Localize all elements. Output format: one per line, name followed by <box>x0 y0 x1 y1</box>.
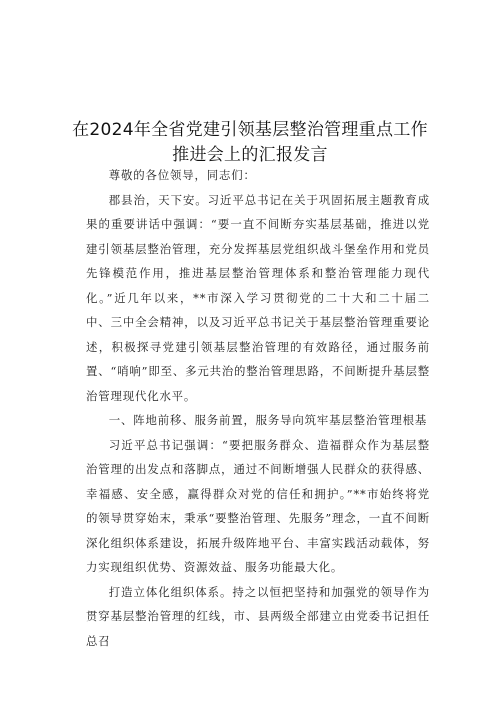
salutation: 尊敬的各位领导，同志们： <box>108 168 256 182</box>
section-heading-1: 一、阵地前移、服务前置，服务导向筑牢基层整治管理根基 <box>108 413 428 427</box>
paragraph-section1-item1: 打造立体化组织体系。持之以恒把坚持和加强党的领导作为贯穿基层整治管理的红线，市、县两级全部建立由党委书记担任总召 <box>86 584 430 648</box>
document-body <box>86 163 430 653</box>
paragraph-section1-quote: 习近平总书记强调：“要把服务群众、造福群众作为基层整治管理的出发点和落脚点，通过不间断增强人民群众的获得感、幸福感、安全感，赢得群众对党的信任和拥护。”**市始终将党的领导贯穿始末，秉承“要整治管理、先服务”理念，一直不间断深化组织体系建设，拓展升级阵地平台、丰富实践活动载体，努力实现组织优势、资源效益、服务功能最大化。 <box>86 437 430 574</box>
paragraph-intro: 郡县治，天下安。习近平总书记在关于巩固拓展主题教育成果的重要讲话中强调：“要一直不间断夯实基层基础，推进以党建引领基层整治管理，充分发挥基层党组织战斗堡垒作用和党员先锋模范作用，推进基层整治管理体系和整治管理能力现代化。”近几年以来，**市深入学习贯彻党的二十大和二十届二中、三中全会精神，以及习近平总书记关于基层整治管理重要论述，积极探寻党建引领基层整治管理的有效路径，通过服务前置、“哨响”即至、多元共治的整治管理思路，不间断提升基层整治管理现代化水平。 <box>86 192 430 403</box>
document-title-line1: 在2024年全省党建引领基层整治管理重点工作 <box>72 120 428 140</box>
document-title-line2: 推进会上的汇报发言 <box>172 145 328 165</box>
